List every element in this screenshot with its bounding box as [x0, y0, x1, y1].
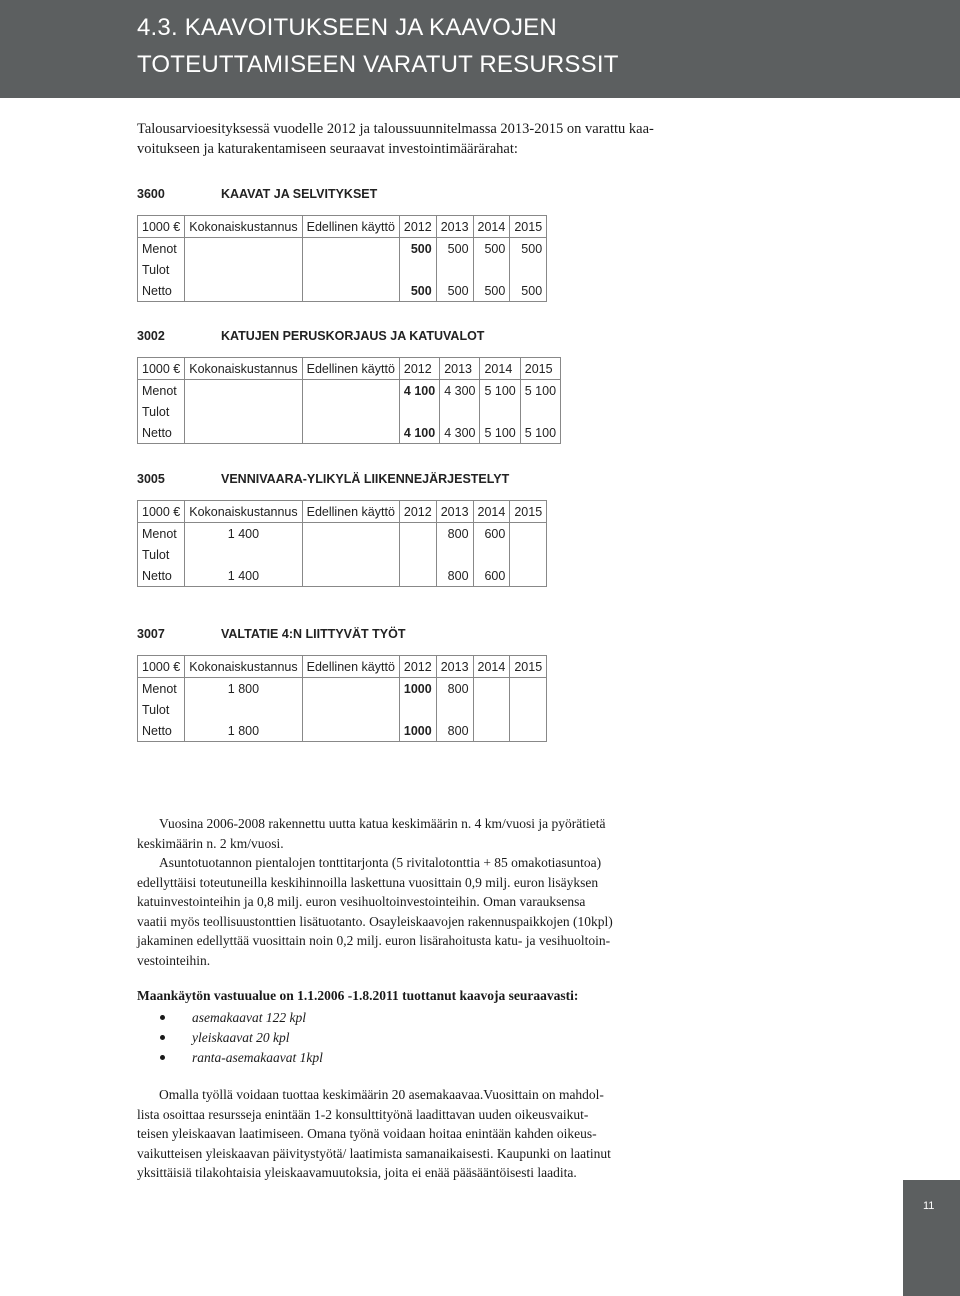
table-header-row — [138, 501, 547, 523]
row-label: Menot — [138, 380, 185, 402]
column-header: 2015 — [510, 656, 547, 678]
table-row — [138, 544, 547, 565]
table-cell — [399, 565, 436, 587]
budget-table — [137, 500, 547, 587]
bullet-icon — [160, 1035, 165, 1040]
table-cell — [473, 678, 510, 700]
table-cell: 500 — [399, 280, 436, 302]
table-cell — [399, 523, 436, 545]
table-cell — [302, 523, 399, 545]
table-cell — [185, 259, 302, 280]
table-cell — [185, 238, 302, 260]
table-cell — [473, 699, 510, 720]
account-name: VENNIVAARA-YLIKYLÄ LIIKENNEJÄRJESTELYT — [221, 472, 510, 486]
table-cell: 800 — [436, 565, 473, 587]
table-cell — [185, 544, 302, 565]
table-cell — [185, 699, 302, 720]
column-header: 2014 — [480, 358, 520, 380]
table-cell: 500 — [510, 280, 547, 302]
table-cell: 500 — [510, 238, 547, 260]
column-header: 1000 € — [138, 358, 185, 380]
section-title-line-2: TOTEUTTAMISEEN VARATUT RESURSSIT — [137, 51, 619, 78]
table-cell — [302, 678, 399, 700]
table-cell — [510, 720, 547, 742]
table-row — [138, 523, 547, 545]
row-label: Tulot — [138, 259, 185, 280]
intro-line: Talousarvioesityksessä vuodelle 2012 ja taloussuunnitelmassa 2013-2015 on varattu kaa- — [137, 121, 654, 137]
section-header — [0, 0, 960, 98]
body-line: Asuntotuotannon pientalojen tonttitarjonta (5 rivitalotonttia + 85 omakotiasuntoa) — [159, 855, 602, 870]
row-label: Netto — [138, 422, 185, 444]
body-line: keskimäärin n. 2 km/vuosi. — [137, 835, 284, 851]
list-item: yleiskaavat 20 kpl — [160, 1028, 323, 1048]
account-code: 3002 — [137, 329, 165, 343]
column-header: Kokonaiskustannus — [185, 656, 302, 678]
column-header: 2014 — [473, 501, 510, 523]
intro-line: voitukseen ja katurakentamiseen seuraavat investointimäärärahat: — [137, 141, 518, 157]
table-cell — [473, 544, 510, 565]
bullet-icon — [160, 1055, 165, 1060]
table-cell: 500 — [436, 238, 473, 260]
body-line: edellyttäisi toteutuneilla keskihinnoilla laskettuna vuosittain 0,9 milj. euron lisäyksen — [137, 874, 599, 890]
account-name: KAAVAT JA SELVITYKSET — [221, 187, 378, 201]
budget-block-title — [137, 329, 717, 349]
column-header: 2015 — [510, 216, 547, 238]
table-cell — [436, 259, 473, 280]
list-item: asemakaavat 122 kpl — [160, 1008, 323, 1028]
body-line: katuinvestointeihin ja 0,8 milj. euron vesihuoltoinvestointeihin. Oman varauksensa — [137, 894, 586, 909]
column-header: Edellinen käyttö — [302, 358, 399, 380]
table-cell: 800 — [436, 720, 473, 742]
table-cell — [480, 401, 520, 422]
row-label: Tulot — [138, 699, 185, 720]
table-cell — [510, 678, 547, 700]
table-cell — [510, 523, 547, 545]
table-row — [138, 401, 561, 422]
table-header-row — [138, 358, 561, 380]
column-header: 1000 € — [138, 216, 185, 238]
table-cell — [185, 380, 302, 402]
table-cell — [520, 401, 560, 422]
table-header-row — [138, 656, 547, 678]
table-cell: 500 — [399, 238, 436, 260]
column-header: 2012 — [399, 656, 436, 678]
table-row — [138, 720, 547, 742]
column-header: 2015 — [510, 501, 547, 523]
body-line: teisen yleiskaavan laatimiseen. Omana työnä voidaan hoitaa enintään kahden oikeus- — [137, 1126, 597, 1141]
table-cell: 1 400 — [185, 565, 302, 587]
column-header: 2013 — [436, 216, 473, 238]
table-cell — [399, 544, 436, 565]
budget-table — [137, 215, 547, 302]
table-cell: 1 800 — [185, 678, 302, 700]
table-cell: 5 100 — [480, 422, 520, 444]
table-cell — [185, 280, 302, 302]
table-row — [138, 280, 547, 302]
table-cell: 800 — [436, 523, 473, 545]
table-cell: 5 100 — [520, 380, 560, 402]
table-cell — [510, 259, 547, 280]
table-cell — [399, 401, 439, 422]
row-label: Menot — [138, 678, 185, 700]
column-header: Edellinen käyttö — [302, 501, 399, 523]
body-line: vestointeihin. — [137, 952, 211, 968]
account-code: 3600 — [137, 187, 165, 201]
table-cell — [399, 259, 436, 280]
column-header: 2012 — [399, 501, 436, 523]
body-line: Vuosina 2006-2008 rakennettu uutta katua keskimäärin n. 4 km/vuosi ja pyörätietä — [159, 816, 606, 831]
account-code: 3007 — [137, 627, 165, 641]
table-row — [138, 699, 547, 720]
table-cell: 600 — [473, 523, 510, 545]
row-label: Netto — [138, 280, 185, 302]
table-cell: 1000 — [399, 678, 436, 700]
table-row — [138, 380, 561, 402]
account-code: 3005 — [137, 472, 165, 486]
row-label: Netto — [138, 720, 185, 742]
row-label: Tulot — [138, 401, 185, 422]
table-row — [138, 259, 547, 280]
table-cell: 5 100 — [480, 380, 520, 402]
column-header: 1000 € — [138, 656, 185, 678]
table-cell: 5 100 — [520, 422, 560, 444]
table-cell — [185, 401, 302, 422]
section-title-line-1: 4.3. KAAVOITUKSEEN JA KAAVOJEN — [137, 14, 557, 41]
body-line: jakaminen edellyttää vuosittain noin 0,2 milj. euron lisärahoitusta katu- ja vesihuoltoin- — [137, 933, 611, 948]
table-cell: 4 300 — [440, 422, 480, 444]
account-name: VALTATIE 4:N LIITTYVÄT TYÖT — [221, 627, 406, 641]
table-cell — [436, 699, 473, 720]
column-header: 2015 — [520, 358, 560, 380]
column-header: 2014 — [473, 216, 510, 238]
body-line: vaikutteisen yleiskaavan päivitystyötä/ laatimista samanaikaisesti. Kaupunki on laatinut — [137, 1145, 611, 1161]
budget-table — [137, 357, 561, 444]
table-cell — [302, 422, 399, 444]
bullet-icon — [160, 1015, 165, 1020]
table-cell — [399, 699, 436, 720]
table-cell: 800 — [436, 678, 473, 700]
table-cell: 1 400 — [185, 523, 302, 545]
table-cell: 500 — [473, 238, 510, 260]
table-cell — [302, 699, 399, 720]
table-cell — [473, 720, 510, 742]
table-cell — [302, 380, 399, 402]
table-cell — [302, 401, 399, 422]
table-cell — [302, 720, 399, 742]
table-cell — [510, 544, 547, 565]
column-header: Edellinen käyttö — [302, 216, 399, 238]
column-header: Kokonaiskustannus — [185, 358, 302, 380]
list-item: ranta-asemakaavat 1kpl — [160, 1048, 323, 1068]
table-cell — [436, 544, 473, 565]
table-cell: 4 300 — [440, 380, 480, 402]
table-cell — [302, 565, 399, 587]
table-cell: 4 100 — [399, 422, 439, 444]
body-line: yksittäisiä tilakohtaisia yleiskaavamuutoksia, joita ei enää pääsääntöisesti laadita. — [137, 1165, 577, 1180]
plans-subheading: Maankäytön vastuualue on 1.1.2006 -1.8.2011 tuottanut kaavoja seuraavasti: — [137, 988, 579, 1003]
table-cell — [302, 259, 399, 280]
table-cell: 600 — [473, 565, 510, 587]
table-cell — [510, 699, 547, 720]
table-cell: 4 100 — [399, 380, 439, 402]
table-cell: 1 800 — [185, 720, 302, 742]
budget-table — [137, 655, 547, 742]
row-label: Menot — [138, 523, 185, 545]
table-cell: 500 — [436, 280, 473, 302]
column-header: 2012 — [399, 358, 439, 380]
intro-paragraph — [137, 119, 827, 159]
row-label: Tulot — [138, 544, 185, 565]
column-header: Kokonaiskustannus — [185, 501, 302, 523]
table-cell — [302, 238, 399, 260]
row-label: Netto — [138, 565, 185, 587]
table-row — [138, 422, 561, 444]
table-cell — [302, 280, 399, 302]
row-label: Menot — [138, 238, 185, 260]
closing-paragraph — [137, 1085, 737, 1183]
budget-block-title — [137, 627, 717, 647]
page-number: 11 — [923, 1200, 935, 1212]
column-header: 2013 — [440, 358, 480, 380]
table-cell — [440, 401, 480, 422]
page-number-box — [903, 1180, 960, 1296]
table-row — [138, 238, 547, 260]
column-header: 2013 — [436, 656, 473, 678]
column-header: 1000 € — [138, 501, 185, 523]
body-line: Omalla työllä voidaan tuottaa keskimäärin 20 asemakaavaa.Vuosittain on mahdol- — [159, 1087, 604, 1102]
column-header: 2013 — [436, 501, 473, 523]
body-paragraph — [137, 814, 737, 970]
budget-block-title — [137, 187, 717, 207]
table-cell — [510, 565, 547, 587]
column-header: Kokonaiskustannus — [185, 216, 302, 238]
table-row — [138, 678, 547, 700]
body-line: lista osoittaa resursseja enintään 1-2 konsulttityönä laadittavan uuden oikeusvaikut- — [137, 1106, 589, 1122]
column-header: 2014 — [473, 656, 510, 678]
account-name: KATUJEN PERUSKORJAUS JA KATUVALOT — [221, 329, 485, 343]
table-row — [138, 565, 547, 587]
plans-list — [160, 1008, 323, 1068]
table-cell: 500 — [473, 280, 510, 302]
column-header: 2012 — [399, 216, 436, 238]
body-line: vaatii myös teollisuustonttien lisätuotanto. Osayleiskaavojen rakennuspaikkojen (10kpl) — [137, 913, 613, 929]
table-cell — [473, 259, 510, 280]
table-cell — [185, 422, 302, 444]
column-header: Edellinen käyttö — [302, 656, 399, 678]
table-cell: 1000 — [399, 720, 436, 742]
budget-block-title — [137, 472, 717, 492]
table-header-row — [138, 216, 547, 238]
table-cell — [302, 544, 399, 565]
